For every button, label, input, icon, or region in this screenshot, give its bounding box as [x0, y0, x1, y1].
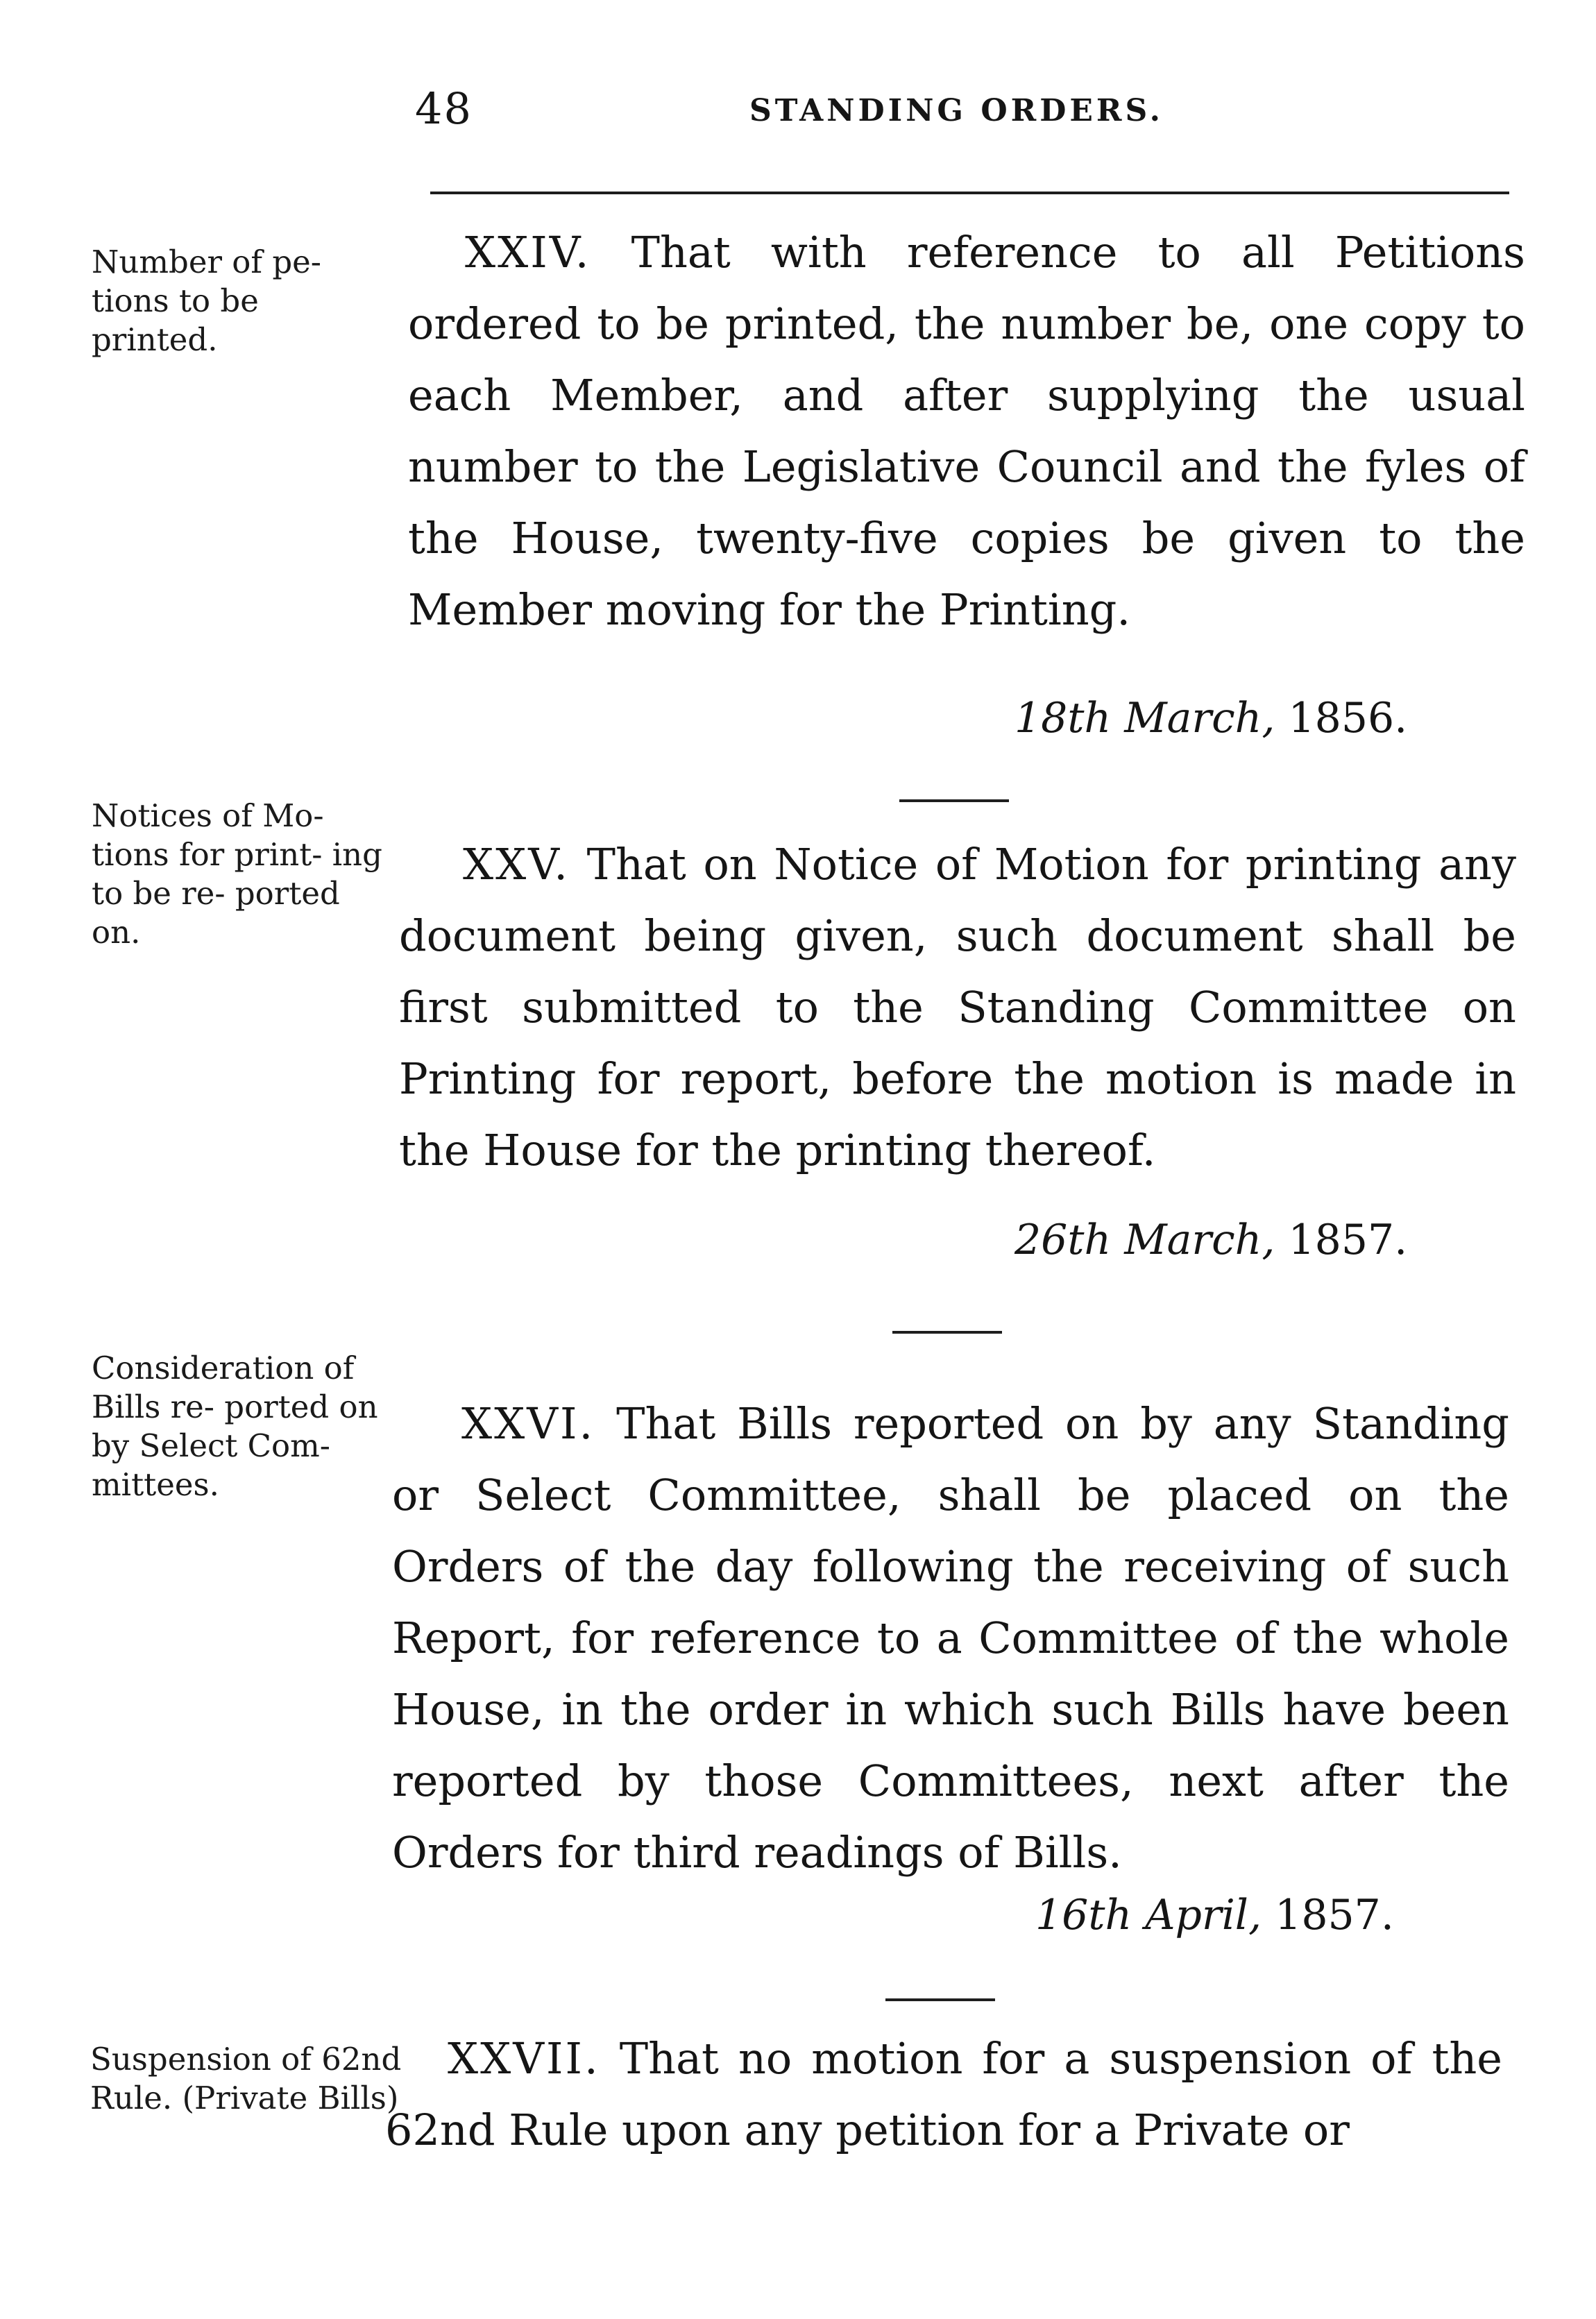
section-divider	[885, 1998, 995, 2001]
date-day: 18th	[1015, 694, 1112, 742]
section-divider	[899, 799, 1009, 802]
date-month: March,	[1124, 694, 1275, 742]
date-month: March,	[1124, 1216, 1275, 1264]
order-date	[1015, 694, 1407, 742]
margin-note: Suspension of 62nd Rule. (Private Bills)	[90, 2041, 402, 2116]
date-day: 16th	[1035, 1891, 1132, 1939]
order-paragraph	[408, 216, 1525, 645]
order-text: That no motion for a suspension of the 62nd Rule upon any petition for a Private or	[385, 2033, 1502, 2155]
order-paragraph	[392, 1388, 1509, 1888]
order-paragraph	[385, 2023, 1502, 2166]
header-rule	[430, 192, 1509, 194]
order-date	[1015, 1216, 1407, 1264]
margin-note: Number of pe- tions to be printed.	[92, 244, 321, 358]
date-year: 1857.	[1275, 1891, 1394, 1939]
order-number: XXV.	[463, 839, 570, 890]
section-divider	[892, 1331, 1002, 1334]
page-number: 48	[415, 83, 473, 134]
date-day: 26th	[1015, 1216, 1112, 1264]
order-text: That Bills reported on by any Standing or Select Committee, shall be placed on the Orders of the day following the receiving of such Report, for reference to a Committee of the whole House, in the order in which such Bills have been reported by those Committees, next after the Orders for third readings of Bills.	[392, 1398, 1509, 1878]
order-number: XXIV.	[465, 227, 591, 278]
order-number: XXVII.	[448, 2033, 600, 2084]
order-text: That with reference to all Petitions ordered to be printed, the number be, one copy to each Member, and after supplying the usual number to the Legislative Council and the fyles of the House, twenty-five copies be given to the Member moving for the Printing.	[408, 227, 1525, 635]
date-year: 1856.	[1288, 694, 1408, 742]
date-month: April,	[1145, 1891, 1262, 1939]
running-head: STANDING ORDERS.	[749, 93, 1164, 128]
order-text: That on Notice of Motion for printing any document being given, such document shall be first submitted to the Standing Committee on Printing for report, before the motion is made in the House for the printing thereof.	[399, 839, 1516, 1175]
order-number: XXVI.	[461, 1398, 595, 1449]
margin-note: Consideration of Bills re- ported on by Select Com- mittees.	[92, 1350, 378, 1503]
margin-note: Notices of Mo- tions for print- ing to be re- ported on.	[92, 797, 382, 951]
order-paragraph	[399, 829, 1516, 1186]
date-year: 1857.	[1288, 1216, 1408, 1264]
order-date	[1035, 1891, 1394, 1939]
